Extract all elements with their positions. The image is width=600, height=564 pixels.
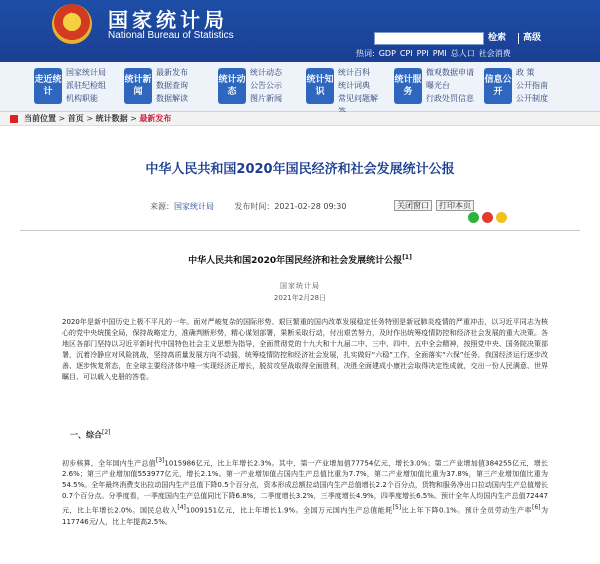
- main-nav: [0, 62, 600, 112]
- weibo-share-icon[interactable]: [482, 212, 493, 223]
- search-input[interactable]: [374, 32, 484, 45]
- wechat-share-icon[interactable]: [468, 212, 479, 223]
- section-heading-text: 一、综合: [70, 430, 102, 440]
- document-title: [0, 253, 600, 266]
- nav-tag-news[interactable]: 统计新闻: [124, 68, 152, 104]
- document-title-text: 中华人民共和国2020年国民经济和社会发展统计公报: [188, 256, 403, 266]
- paragraph-text: 为117746元/人，比上年提高2.5%。: [62, 506, 548, 526]
- document-org: 国家统计局: [280, 282, 320, 290]
- nav-link[interactable]: 公告公示: [250, 81, 282, 90]
- document-date: 2021年2月28日: [273, 294, 327, 302]
- nav-link[interactable]: 数据查询: [156, 81, 188, 90]
- hot-words-label: 热词:: [356, 49, 375, 58]
- hot-word-cpi[interactable]: CPI: [399, 49, 413, 58]
- site-name-cn[interactable]: 国家统计局: [108, 8, 228, 32]
- nav-tag-knowledge[interactable]: 统计知识: [306, 68, 334, 104]
- nav-link[interactable]: 政 策: [516, 68, 535, 77]
- nav-link[interactable]: 微观数据申请: [426, 68, 474, 77]
- nav-tag-service[interactable]: 统计服务: [394, 68, 422, 104]
- nav-tag-dynamics[interactable]: 统计动态: [218, 68, 246, 104]
- nav-link[interactable]: 派驻纪检组: [66, 81, 106, 90]
- favorite-share-icon[interactable]: [496, 212, 507, 223]
- nav-link[interactable]: 机构职能: [66, 94, 98, 103]
- close-window-button[interactable]: 关闭窗口: [394, 200, 432, 211]
- breadcrumb-data[interactable]: 统计数据: [95, 114, 128, 123]
- time-value: 2021-02-28 09:30: [274, 202, 347, 211]
- nav-link[interactable]: 统计动态: [250, 68, 282, 77]
- nav-tag-disclosure[interactable]: 信息公开: [484, 68, 512, 104]
- breadcrumb-separator: >: [86, 114, 96, 123]
- breadcrumb-current[interactable]: 最新发布: [139, 114, 172, 123]
- nav-link[interactable]: 常见问题解: [338, 94, 378, 103]
- paragraph-text: 初步核算，全年国内生产总值: [62, 459, 156, 468]
- nav-tag-about[interactable]: 走近统计: [34, 68, 62, 104]
- site-name-en: National Bureau of Statistics: [108, 30, 234, 41]
- breadcrumb-label: 当前位置: [24, 114, 56, 123]
- summary-paragraph: [62, 455, 548, 528]
- footnote-link[interactable]: [5]: [392, 504, 402, 512]
- nav-link[interactable]: 统计百科: [338, 68, 370, 77]
- hot-word-consumption[interactable]: 社会消费: [478, 49, 511, 58]
- paragraph-text: 比上年下降0.1%。预计全员劳动生产率: [401, 506, 533, 515]
- hot-word-ppi[interactable]: PPI: [416, 49, 429, 58]
- article-meta: [150, 201, 346, 212]
- source-label: 来源：: [150, 202, 174, 211]
- search-button[interactable]: 检索: [488, 33, 507, 43]
- nav-link[interactable]: 曝光台: [426, 81, 450, 90]
- nav-link[interactable]: 行政处罚信息: [426, 94, 474, 103]
- breadcrumb-separator: >: [130, 114, 140, 123]
- page-title: 中华人民共和国2020年国民经济和社会发展统计公报: [145, 162, 455, 177]
- hot-word-population[interactable]: 总人口: [450, 49, 475, 58]
- footnote-link[interactable]: [1]: [402, 254, 412, 261]
- nav-link[interactable]: 公开制度: [516, 94, 548, 103]
- hot-word-pmi[interactable]: PMI: [432, 49, 447, 58]
- paragraph-text: 1015986亿元，比上年增长2.3%。其中，第一产业增加值77754亿元，增长3.0%；第二产业增加值384255亿元，增长2.6%；第三产业增加值553977亿元，增长2.1%。第一产业增加值占国内生产总值比重为7.7%，第二产业增加值比重为37.8%，第三产业增加值比重为54.5%。全年最终消费支出拉动国内生产总值下降0.5个百分点，资本形成总额拉动国内生产总值增长2.2个百分点，货物和服务净出口拉动国内生产总值增长0.7个百分点。分季度看，一季度国内生产总值同比下降6.8%，二季度增长3.2%，三季度增长4.9%，四季度增长6.5%。预计全年人均国内生产总值72447元，比上年增长2.0%。国民总收入: [62, 459, 549, 515]
- hot-words: [356, 47, 511, 60]
- advanced-search-button[interactable]: 高级: [523, 33, 542, 43]
- intro-paragraph: 2020年是新中国历史上极不平凡的一年。面对严峻复杂的国际形势、艰巨繁重的国内改革发展稳定任务特别是新冠肺炎疫情的严重冲击，以习近平同志为核心的党中央统揽全局，保持战略定力，准确判断形势，精心谋划部署，果断采取行动，付出艰苦努力，及时作出统筹疫情防控和经济社会发展的重大决策。各地区各部门坚持以习近平新时代中国特色社会主义思想为指导，全面贯彻党的十九大和十九届二中、三中、四中、五中全会精神，按照党中央、国务院决策部署，沉着冷静应对风险挑战，坚持高质量发展方向不动摇，统筹疫情防控和经济社会发展，扎实做好“六稳”工作，全面落实“六保”任务，我国经济运行逐步改善、逐步恢复常态，在全球主要经济体中唯一实现经济正增长，脱贫攻坚战取得全面胜利，决胜全面建成小康社会取得决定性成就，交出一份人民满意、世界瞩目、可以载入史册的答卷。: [62, 318, 548, 381]
- nav-link[interactable]: 国家统计局: [66, 68, 106, 77]
- footnote-link[interactable]: [2]: [102, 429, 111, 436]
- breadcrumb-separator: >: [58, 114, 68, 123]
- hot-word-gdp[interactable]: GDP: [378, 49, 396, 58]
- section-heading: [70, 429, 111, 441]
- time-label: 发布时间：: [234, 202, 275, 211]
- breadcrumb-home[interactable]: 首页: [67, 114, 84, 123]
- national-emblem-icon: [52, 4, 92, 44]
- nav-link[interactable]: 统计词典: [338, 81, 370, 90]
- nav-link[interactable]: 图片新闻: [250, 94, 282, 103]
- footnote-link[interactable]: [6]: [532, 504, 541, 512]
- footnote-link[interactable]: [3]: [155, 457, 165, 464]
- divider: [518, 33, 519, 44]
- breadcrumb: [0, 112, 600, 126]
- divider: [20, 230, 580, 231]
- nav-link[interactable]: 数据解读: [156, 94, 188, 103]
- site-header: [0, 0, 600, 62]
- nav-link[interactable]: 公开指南: [516, 81, 548, 90]
- footnote-link[interactable]: [4]: [177, 504, 186, 512]
- source-value[interactable]: 国家统计局: [174, 202, 214, 211]
- location-icon: [10, 115, 18, 123]
- paragraph-text: 1009151亿元，比上年增长1.9%。全国万元国内生产总值能耗: [185, 506, 393, 515]
- nav-link[interactable]: 最新发布: [156, 68, 188, 77]
- print-button[interactable]: 打印本页: [436, 200, 474, 211]
